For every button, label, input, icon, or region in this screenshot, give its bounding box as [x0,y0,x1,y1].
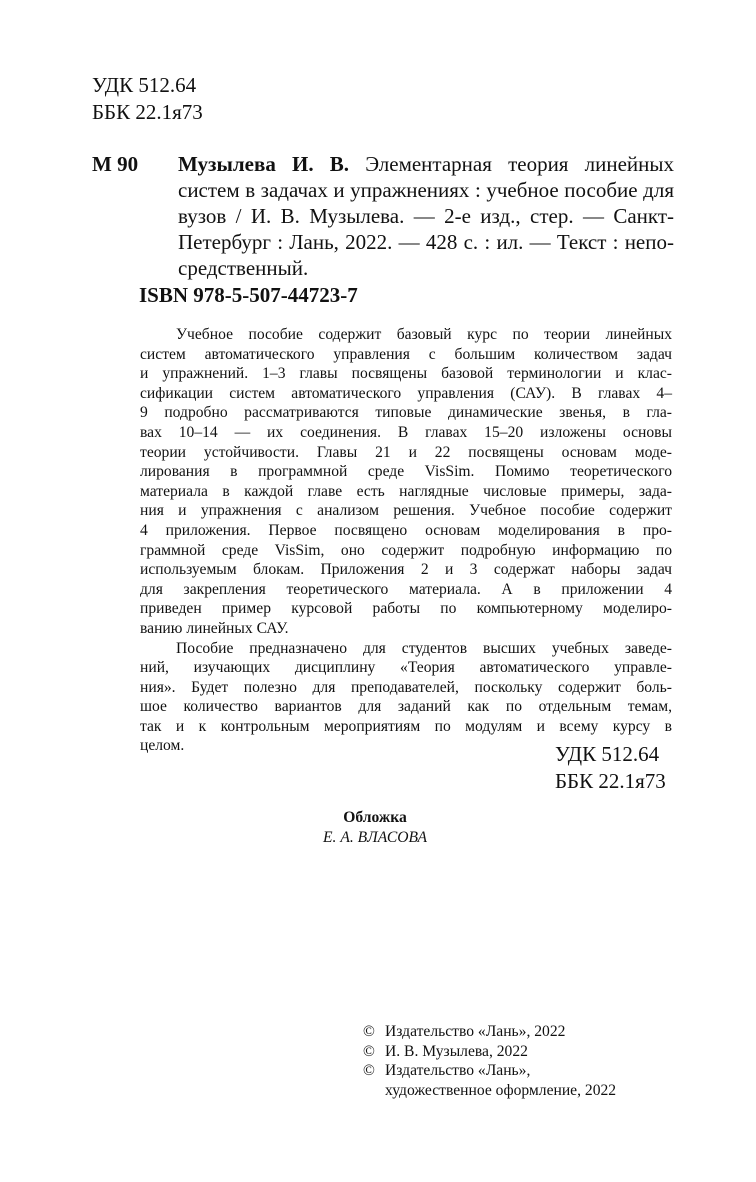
annotation-line: 9 подробно рассматриваются типовые динамические звенья, в гла- [140,404,672,422]
annotation-paragraph-1 [140,325,672,639]
copyright-text: Издательство «Лань», 2022 [385,1023,566,1040]
copyright-line [363,1042,616,1062]
annotation-line: материала в каждой главе есть наглядные числовые примеры, зада- [140,482,672,500]
cover-credit [300,808,450,847]
copyright-block [363,1022,616,1100]
bbk-code: ББК 22.1я73 [92,100,203,124]
classification-top [92,72,203,126]
copyright-line [363,1022,616,1042]
annotation-line: ванию линейных САУ. [140,619,289,637]
classification-bottom [555,741,666,795]
biblio-line-2: систем в задачах и упражнениях : учебное пособие для [178,178,674,202]
annotation [140,325,672,756]
annotation-line: вах 10–14 — их соединения. В главах 15–20 изложены основы [140,423,672,441]
annotation-line: используемым блокам. Приложения 2 и 3 содержат наборы задач [140,561,672,579]
annotation-line: приведен пример курсовой работы по компьютерному моделиро- [140,600,672,618]
copyright-icon: © [363,1023,375,1040]
annotation-line: и упражнений. 1–3 главы посвящены базовой терминологии и клас- [140,365,672,383]
biblio-author: Музылева И. В. [178,152,350,176]
bibliographic-entry [178,151,674,281]
annotation-line: сификации систем автоматического управления (САУ). В главах 4– [140,384,672,402]
isbn: ISBN 978-5-507-44723-7 [139,283,358,307]
annotation-line: ния». Будет полезно для преподавателей, поскольку содержит боль- [140,678,672,696]
biblio-line-1 [178,151,674,177]
author-mark: М 90 [92,152,139,176]
copyright-line [363,1061,616,1081]
annotation-line: граммной среде VisSim, оно содержит подробную информацию по [140,541,672,559]
annotation-line: систем автоматического управления с большим количеством задач [140,345,672,363]
annotation-line: так и к контрольным мероприятиям по модулям и всему курсу в [140,717,672,735]
copyright-text: Издательство «Лань», [385,1062,531,1079]
annotation-line: шое количество вариантов для заданий как по отдельным темам, [140,698,672,716]
annotation-line: Пособие предназначено для студентов высших учебных заведе- [176,639,672,657]
udk-code: УДК 512.64 [555,742,660,766]
biblio-line-3: вузов / И. В. Музылева. — 2-е изд., стер. — Санкт- [178,204,674,228]
cover-designer-name: Е. А. ВЛАСОВА [323,828,427,846]
annotation-line: 4 приложения. Первое посвящено основам моделирования в про- [140,521,672,539]
copyright-text: И. В. Музылева, 2022 [385,1042,528,1060]
biblio-title-start: Элементарная теория линейных [365,152,674,176]
annotation-line: ния и упражнения с анализом решения. Учебное пособие содержит [140,502,672,520]
copyright-icon: © [363,1062,375,1079]
annotation-line: Учебное пособие содержит базовый курс по теории линейных [176,326,672,343]
annotation-paragraph-2 [140,639,672,757]
biblio-line-5: средственный. [178,256,309,280]
annotation-line: для закрепления теоретического материала. А в приложении 4 [140,580,672,598]
udk-code: УДК 512.64 [92,73,197,97]
annotation-line: целом. [140,737,185,755]
cover-label: Обложка [343,809,407,826]
annotation-line: ний, изучающих дисциплину «Теория автоматического управле- [140,659,672,677]
annotation-line: лирования в программной среде VisSim. Помимо теоретического [140,463,672,481]
biblio-line-4: Петербург : Лань, 2022. — 428 с. : ил. — Текст : непо- [178,230,674,254]
copyright-line-continuation: художественное оформление, 2022 [385,1081,617,1099]
copyright-icon: © [363,1042,375,1060]
annotation-line: теории устойчивости. Главы 21 и 22 посвящены основам моде- [140,443,672,461]
bbk-code: ББК 22.1я73 [555,769,666,793]
